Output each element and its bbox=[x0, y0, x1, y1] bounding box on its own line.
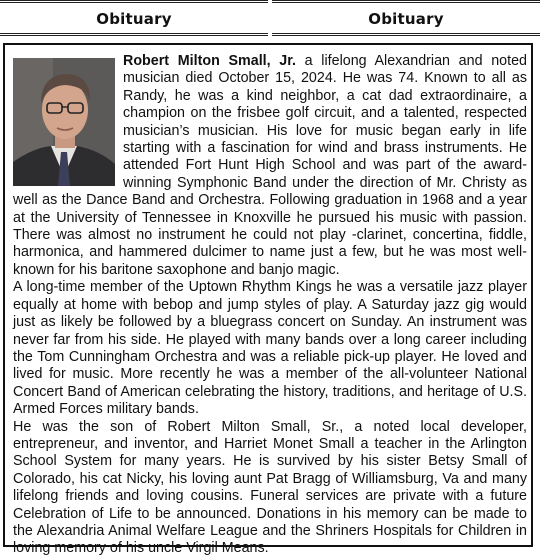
header-left bbox=[0, 0, 268, 36]
portrait-photo bbox=[13, 58, 115, 186]
header-rule bbox=[0, 33, 268, 36]
obituary-header bbox=[0, 0, 540, 36]
deceased-name: Robert Milton Small, Jr. bbox=[123, 53, 296, 69]
obituary-frame bbox=[3, 43, 533, 557]
header-rule bbox=[272, 33, 540, 36]
header-right-title: Obituary bbox=[368, 10, 444, 28]
header-left-title: Obituary bbox=[96, 10, 172, 28]
header-right bbox=[272, 0, 540, 36]
paragraph-1-text: a lifelong Alexandrian and noted musician died October 15, 2024. He was 74. Known to all as Randy, he was a kind neighbor, a cat dad extraordinaire, a champion on the frisbee golf circuit, and a talented, respected musician’s musician. His love for music began early in life starting with a fascination for wind and brass instruments. He attended Fort Hunt High School and was part of the award-winning Symphonic Band under the direction of Mr. Christy as well as the Dance Band and Orchestra. Following graduation in 1968 and a year at the University of Tennessee in Knoxville he pursued his music with passion. There was almost no instrument he could not play -clarinet, concertina, fiddle, harmonica, and hammered dulcimer to name just a few, but he was most well-known for his baritone saxophone and banjo magic. bbox=[13, 53, 527, 278]
portrait-image bbox=[13, 58, 115, 186]
obituary-body bbox=[13, 53, 527, 558]
paragraph-2: A long-time member of the Uptown Rhythm Kings he was a versatile jazz player equally at home with bebop and jump styles of play. A Saturday jazz gig would just as likely be followed by a bluegrass concert on Sunday. An instrument was never far from his side. He played with many bands over a long career including the Tom Cunningham Orchestra and was a reliable pick-up player. He loved and lived for music. More recently he was a member of the all-volunteer National Concert Band of American celebrating the history, traditions, and heritage of U.S. Armed Forces military bands. bbox=[13, 279, 527, 418]
paragraph-3: He was the son of Robert Milton Small, Sr., a noted local developer, entrepreneur, and inventor, and Harriet Monet Small a teacher in the Arlington School System for many years. He is survived by his sister Betsy Small of Colorado, his cat Nicky, his loving aunt Pat Bragg of Williamsburg, Va and many lifelong friends and loving cousins. Funeral services are private with a future Celebration of Life to be announced. Donations in his memory can be made to the Alexandria Animal Welfare League and the Shriners Hospitals for Children in loving memory of his uncle Virgil Means. bbox=[13, 418, 527, 557]
